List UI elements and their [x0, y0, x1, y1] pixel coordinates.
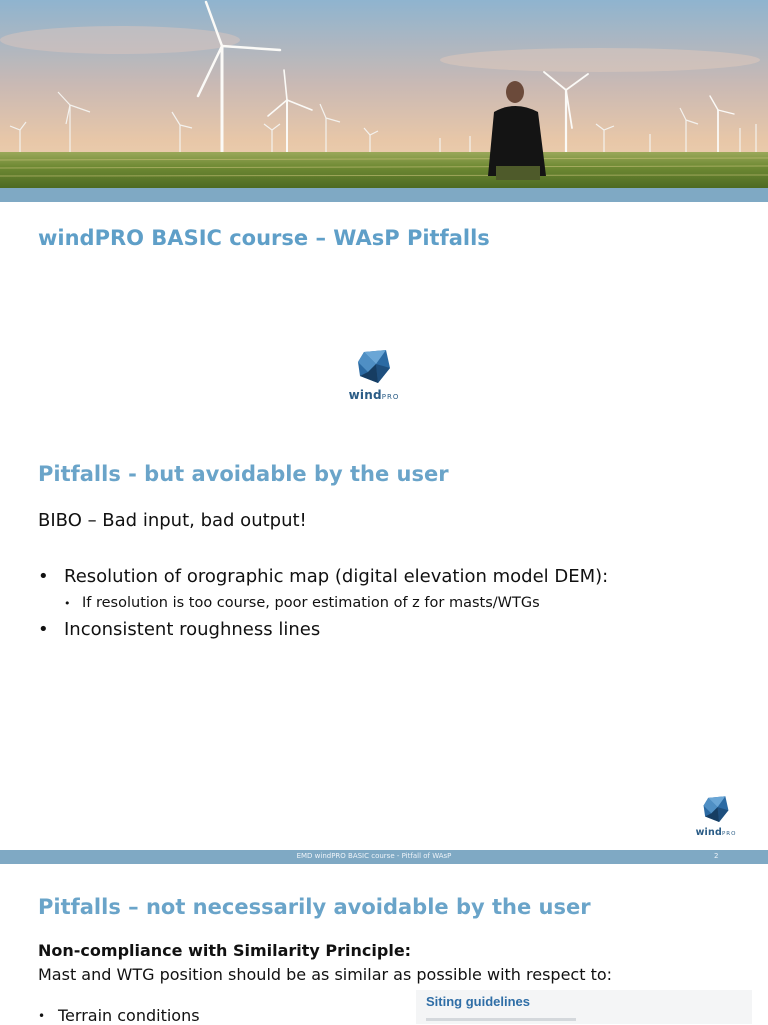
windpro-logo-icon — [702, 796, 730, 823]
slide-footer — [0, 850, 768, 864]
logo-word: wind — [348, 388, 382, 402]
cover-divider-band — [0, 188, 768, 202]
windpro-logo — [694, 796, 738, 838]
slide3-subtitle: Non-compliance with Similarity Principle: — [38, 941, 412, 960]
cover-title: windPRO BASIC course – WAsP Pitfalls — [38, 226, 490, 250]
bullet-icon: • — [38, 1009, 46, 1023]
list-item — [38, 619, 320, 640]
list-item — [38, 566, 608, 587]
windpro-logo — [344, 350, 404, 402]
siting-guidelines-inset — [416, 990, 752, 1024]
slide3-body-text: Mast and WTG position should be as similar as possible with respect to: — [38, 965, 613, 984]
slide2-title: Pitfalls - but avoidable by the user — [38, 462, 449, 486]
bullet-icon: • — [38, 566, 49, 587]
bullet-text: Terrain conditions — [58, 1006, 200, 1025]
wind-farm-image — [0, 0, 768, 188]
windpro-logo-icon — [356, 350, 392, 384]
siting-guidelines-title: Siting guidelines — [426, 994, 531, 1009]
bullet-text: Inconsistent roughness lines — [64, 619, 321, 640]
bullet-icon: • — [64, 597, 71, 610]
footer-text: EMD windPRO BASIC course - Pitfall of WAsP — [296, 852, 452, 860]
list-item — [38, 1006, 200, 1025]
bullet-text: Resolution of orographic map (digital elevation model DEM): — [64, 566, 609, 587]
bullet-text: If resolution is too course, poor estimation of z for masts/WTGs — [82, 595, 540, 611]
page-number: 2 — [714, 852, 719, 860]
list-subitem — [64, 595, 540, 611]
logo-suffix: PRO — [721, 831, 737, 837]
bullet-icon: • — [38, 619, 49, 640]
slide2-lead-text: BIBO – Bad input, bad output! — [38, 510, 307, 531]
inset-text-line — [426, 1018, 576, 1021]
logo-suffix: PRO — [381, 393, 400, 401]
logo-word: wind — [695, 827, 722, 838]
hero-photo-wind-farm — [0, 0, 768, 188]
slide3-title: Pitfalls – not necessarily avoidable by the user — [38, 895, 591, 919]
